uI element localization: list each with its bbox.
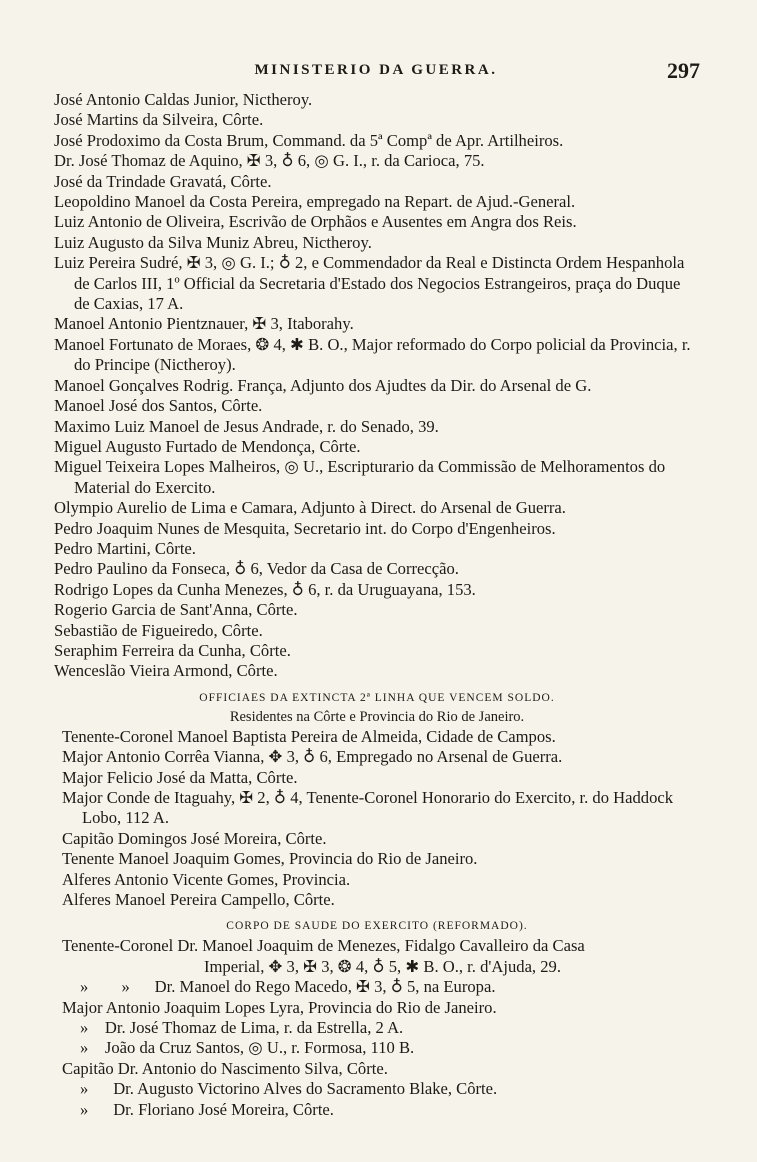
list-item: Major Felicio José da Matta, Côrte. bbox=[62, 767, 298, 787]
list-item: Capitão Domingos José Moreira, Côrte. bbox=[62, 828, 327, 848]
list-item: José Martins da Silveira, Côrte. bbox=[54, 110, 264, 130]
list-item: José Prodoximo da Costa Brum, Command. da 5ª Compª de Apr. Artilheiros. bbox=[54, 130, 564, 150]
list-item: Manoel Antonio Pientznauer, ✠ 3, Itaborahy. bbox=[54, 314, 354, 334]
page-number: 297 bbox=[667, 58, 700, 83]
list-item: Luiz Antonio de Oliveira, Escrivão de Orphãos e Ausentes em Angra dos Reis. bbox=[54, 212, 577, 232]
list-item: Alferes Manoel Pereira Campello, Côrte. bbox=[62, 890, 335, 910]
list-item: José da Trindade Gravatá, Côrte. bbox=[54, 171, 272, 191]
list-item: Pedro Martini, Côrte. bbox=[54, 538, 196, 558]
section-subheading: Residentes na Côrte e Provincia do Rio de Janeiro. bbox=[229, 708, 525, 725]
page-header bbox=[52, 58, 700, 86]
list-item: Major Conde de Itaguahy, ✠ 2, ♁ 4, Tenente-Coronel Honorario do Exercito, r. do Haddock Lobo, 112 A. bbox=[62, 788, 674, 828]
list-item: Seraphim Ferreira da Cunha, Côrte. bbox=[54, 640, 291, 660]
list-item: Manoel Fortunato de Moraes, ❂ 4, ✱ B. O., Major reformado do Corpo policial da Provincia, r. do Principe (Nictheroy). bbox=[54, 334, 691, 375]
list-item: Manoel Gonçalves Rodrig. França, Adjunto dos Ajudtes da Dir. do Arsenal de G. bbox=[54, 375, 592, 395]
list-item: Rogerio Garcia de Sant'Anna, Côrte. bbox=[54, 600, 298, 620]
list-item: » Dr. Floriano José Moreira, Côrte. bbox=[80, 1099, 334, 1119]
page-content bbox=[54, 90, 700, 1120]
list-item-continuation: Imperial, ✥ 3, ✠ 3, ❂ 4, ♁ 5, ✱ B. O., r. d'Ajuda, 29. bbox=[204, 956, 561, 976]
list-item: Pedro Paulino da Fonseca, ♁ 6, Vedor da Casa de Correcção. bbox=[54, 559, 459, 579]
section-heading-corpo-de-saude: CORPO DE SAUDE DO EXERCITO (REFORMADO). bbox=[226, 920, 528, 933]
list-item: Capitão Dr. Antonio do Nascimento Silva, Côrte. bbox=[62, 1058, 388, 1078]
section-heading-segunda-linha: OFFICIAES DA EXTINCTA 2ª LINHA QUE VENCEM SOLDO. bbox=[199, 691, 555, 704]
list-item: Luiz Augusto da Silva Muniz Abreu, Nictheroy. bbox=[54, 232, 372, 252]
list-item: Miguel Teixeira Lopes Malheiros, ◎ U., Escripturario da Commissão de Melhoramentos do Material do Exercito. bbox=[54, 457, 666, 497]
list-item: Dr. José Thomaz de Aquino, ✠ 3, ♁ 6, ◎ G. I., r. da Carioca, 75. bbox=[54, 151, 485, 171]
list-item: Tenente Manoel Joaquim Gomes, Provincia do Rio de Janeiro. bbox=[62, 849, 478, 869]
list-item: Luiz Pereira Sudré, ✠ 3, ◎ G. I.; ♁ 2, e Commendador da Real e Distincta Ordem Hespanhola de Carlos III, 1º Official da Secretaria d'Estado dos Negocios Estrangeiros, praça do Duque de Caxias, 17 A. bbox=[54, 253, 685, 314]
list-item: Tenente-Coronel Dr. Manoel Joaquim de Menezes, Fidalgo Cavalleiro da Casa bbox=[62, 936, 585, 956]
list-item: Miguel Augusto Furtado de Mendonça, Côrte. bbox=[54, 436, 361, 456]
list-item: » Dr. José Thomaz de Lima, r. da Estrella, 2 A. bbox=[80, 1018, 404, 1038]
list-item: Rodrigo Lopes da Cunha Menezes, ♁ 6, r. da Uruguayana, 153. bbox=[54, 579, 476, 599]
list-item: Olympio Aurelio de Lima e Camara, Adjunto à Direct. do Arsenal de Guerra. bbox=[54, 498, 566, 518]
running-title: MINISTERIO DA GUERRA. bbox=[254, 62, 498, 78]
list-item: Major Antonio Corrêa Vianna, ✥ 3, ♁ 6, Empregado no Arsenal de Guerra. bbox=[62, 747, 563, 767]
list-item: » » Dr. Manoel do Rego Macedo, ✠ 3, ♁ 5, na Europa. bbox=[80, 977, 496, 997]
list-item: » Dr. Augusto Victorino Alves do Sacramento Blake, Côrte. bbox=[80, 1079, 498, 1099]
list-item: Manoel José dos Santos, Côrte. bbox=[54, 396, 263, 416]
list-item: José Antonio Caldas Junior, Nictheroy. bbox=[54, 90, 313, 109]
list-item: Major Antonio Joaquim Lopes Lyra, Provincia do Rio de Janeiro. bbox=[62, 997, 497, 1017]
entry-list-b bbox=[54, 727, 700, 911]
list-item: Pedro Joaquim Nunes de Mesquita, Secretario int. do Corpo d'Engenheiros. bbox=[54, 518, 556, 538]
entry-list-a bbox=[54, 90, 700, 682]
list-item: Sebastião de Figueiredo, Côrte. bbox=[54, 620, 263, 640]
list-item: Leopoldino Manoel da Costa Pereira, empregado na Repart. de Ajud.-General. bbox=[54, 192, 576, 212]
list-item: » João da Cruz Santos, ◎ U., r. Formosa, 110 B. bbox=[80, 1038, 415, 1058]
list-item: Alferes Antonio Vicente Gomes, Provincia. bbox=[62, 869, 351, 889]
list-item: Tenente-Coronel Manoel Baptista Pereira de Almeida, Cidade de Campos. bbox=[62, 726, 556, 746]
list-item: Maximo Luiz Manoel de Jesus Andrade, r. do Senado, 39. bbox=[54, 416, 439, 436]
list-item: Wenceslão Vieira Armond, Côrte. bbox=[54, 661, 278, 681]
entry-list-c bbox=[54, 936, 700, 1120]
